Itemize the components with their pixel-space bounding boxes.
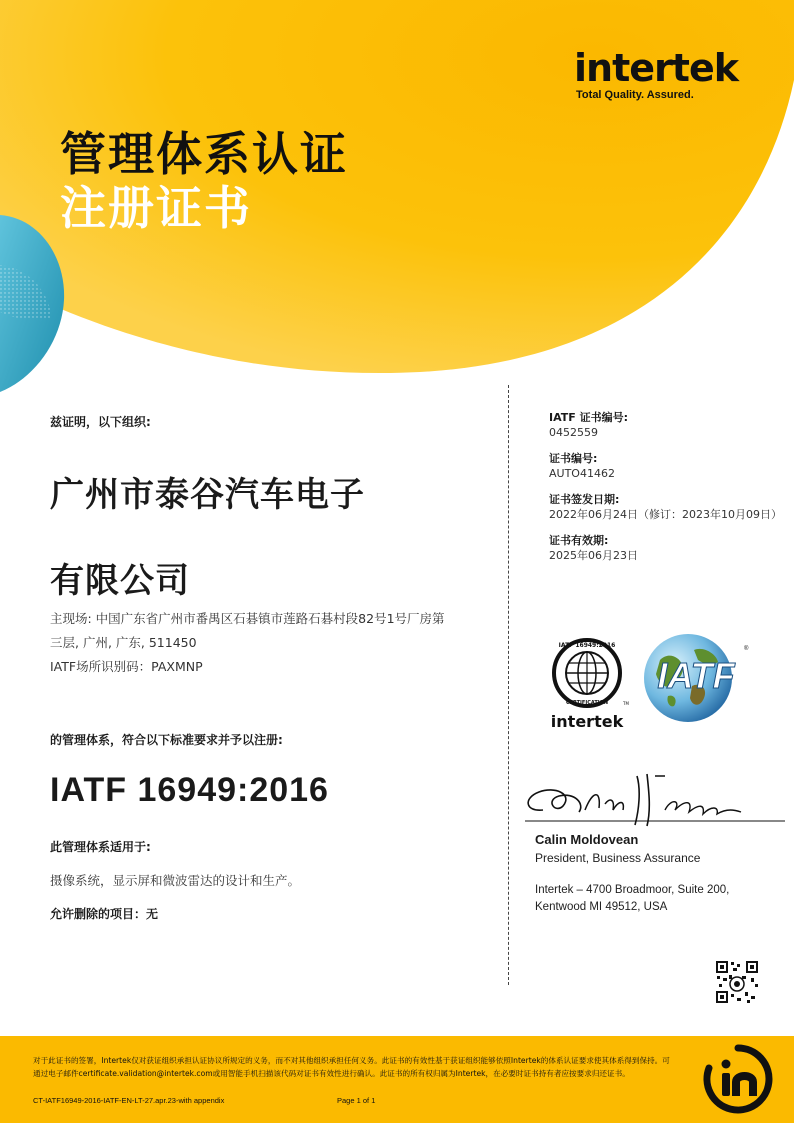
intertek-logo	[574, 48, 738, 101]
site-id: IATF场所识别码：PAXMNP	[50, 659, 203, 674]
address-line2: 三层, 广州, 广东, 511450	[50, 635, 197, 650]
company-name-line1: 广州市泰谷汽车电子	[50, 475, 365, 515]
standard-name: IATF 16949:2016	[50, 771, 329, 809]
info-item-iatf-number	[549, 410, 779, 440]
iatf-certification-mark	[547, 635, 632, 735]
mark-brand: intertek	[550, 712, 624, 731]
document-code: CT-IATF16949-2016-IATF-EN-LT-27.apr.23-with appendix	[33, 1096, 225, 1105]
intertek-in-logo-icon	[703, 1044, 773, 1114]
page-number: Page 1 of 1	[337, 1096, 376, 1105]
scope-text: 摄像系统，显示屏和微波雷达的设计和生产。	[50, 873, 301, 888]
iatf-globe-logo	[638, 630, 753, 725]
info-label: 证书编号:	[549, 452, 598, 465]
validation-qr-code[interactable]	[715, 960, 759, 1004]
company-name-line2: 有限公司	[50, 561, 190, 601]
company-name	[50, 452, 450, 624]
mark-bottom-text: CERTIFICATION	[565, 700, 609, 706]
info-value: 0452559	[549, 426, 598, 439]
address-line1: 主现场: 中国广东省广州市番禺区石碁镇市莲路石碁村段82号1号厂房第	[50, 611, 445, 626]
info-value: AUTO41462	[549, 467, 615, 480]
info-item-cert-number	[549, 451, 779, 481]
exclusions: 允许删除的项目：无	[50, 907, 159, 921]
brand-tagline: Total Quality. Assured.	[576, 89, 694, 101]
company-address	[50, 607, 470, 679]
info-item-expiry-date	[549, 533, 779, 563]
brand-wordmark: intertek	[574, 46, 738, 90]
signatory-name: Calin Moldovean	[535, 832, 639, 847]
info-value: 2022年06月24日（修订：2023年10月09日）	[549, 508, 782, 521]
certify-intro: 兹证明，以下组织:	[50, 415, 151, 429]
column-divider	[508, 385, 509, 985]
signatory-address	[535, 882, 729, 916]
info-item-issue-date	[549, 492, 782, 522]
mark-ring-text: IATF 16949:2016	[558, 642, 616, 649]
info-label: 证书有效期:	[549, 534, 609, 547]
iatf-reg-mark: ®	[744, 646, 749, 652]
signatory-title: President, Business Assurance	[535, 851, 701, 865]
scope-label: 此管理体系适用于:	[50, 840, 151, 854]
mark-tm: TM	[623, 701, 629, 706]
certificate-info	[549, 410, 782, 574]
signatory-address-line1: Intertek – 4700 Broadmoor, Suite 200,	[535, 884, 730, 896]
footer-disclaimer: 对于此证书的签署，Intertek仅对获证组织承担认证协议所规定的义务，而不对其他组织承担任何义务。此证书的有效性基于获证组织能够依照Intertek的体系认证要求使其体系得到保持。可通过电子邮件certificate.validation@intertek.com或用智能手机扫描该代码对证书有效性进行确认。此证书的所有权归属为Intertek，在必要时证书持有者应按要求归还证书。	[33, 1056, 670, 1078]
iatf-logo-text: IATF	[657, 655, 735, 696]
info-label: IATF 证书编号:	[549, 411, 628, 424]
signature-image	[515, 770, 790, 835]
signatory-address-line2: Kentwood MI 49512, USA	[535, 901, 668, 913]
info-label: 证书签发日期:	[549, 493, 620, 506]
standard-intro: 的管理体系，符合以下标准要求并予以注册:	[50, 733, 283, 747]
certificate-title-line1: 管理体系认证	[60, 127, 348, 181]
info-value: 2025年06月23日	[549, 549, 638, 562]
certificate-title-line2: 注册证书	[60, 181, 252, 235]
